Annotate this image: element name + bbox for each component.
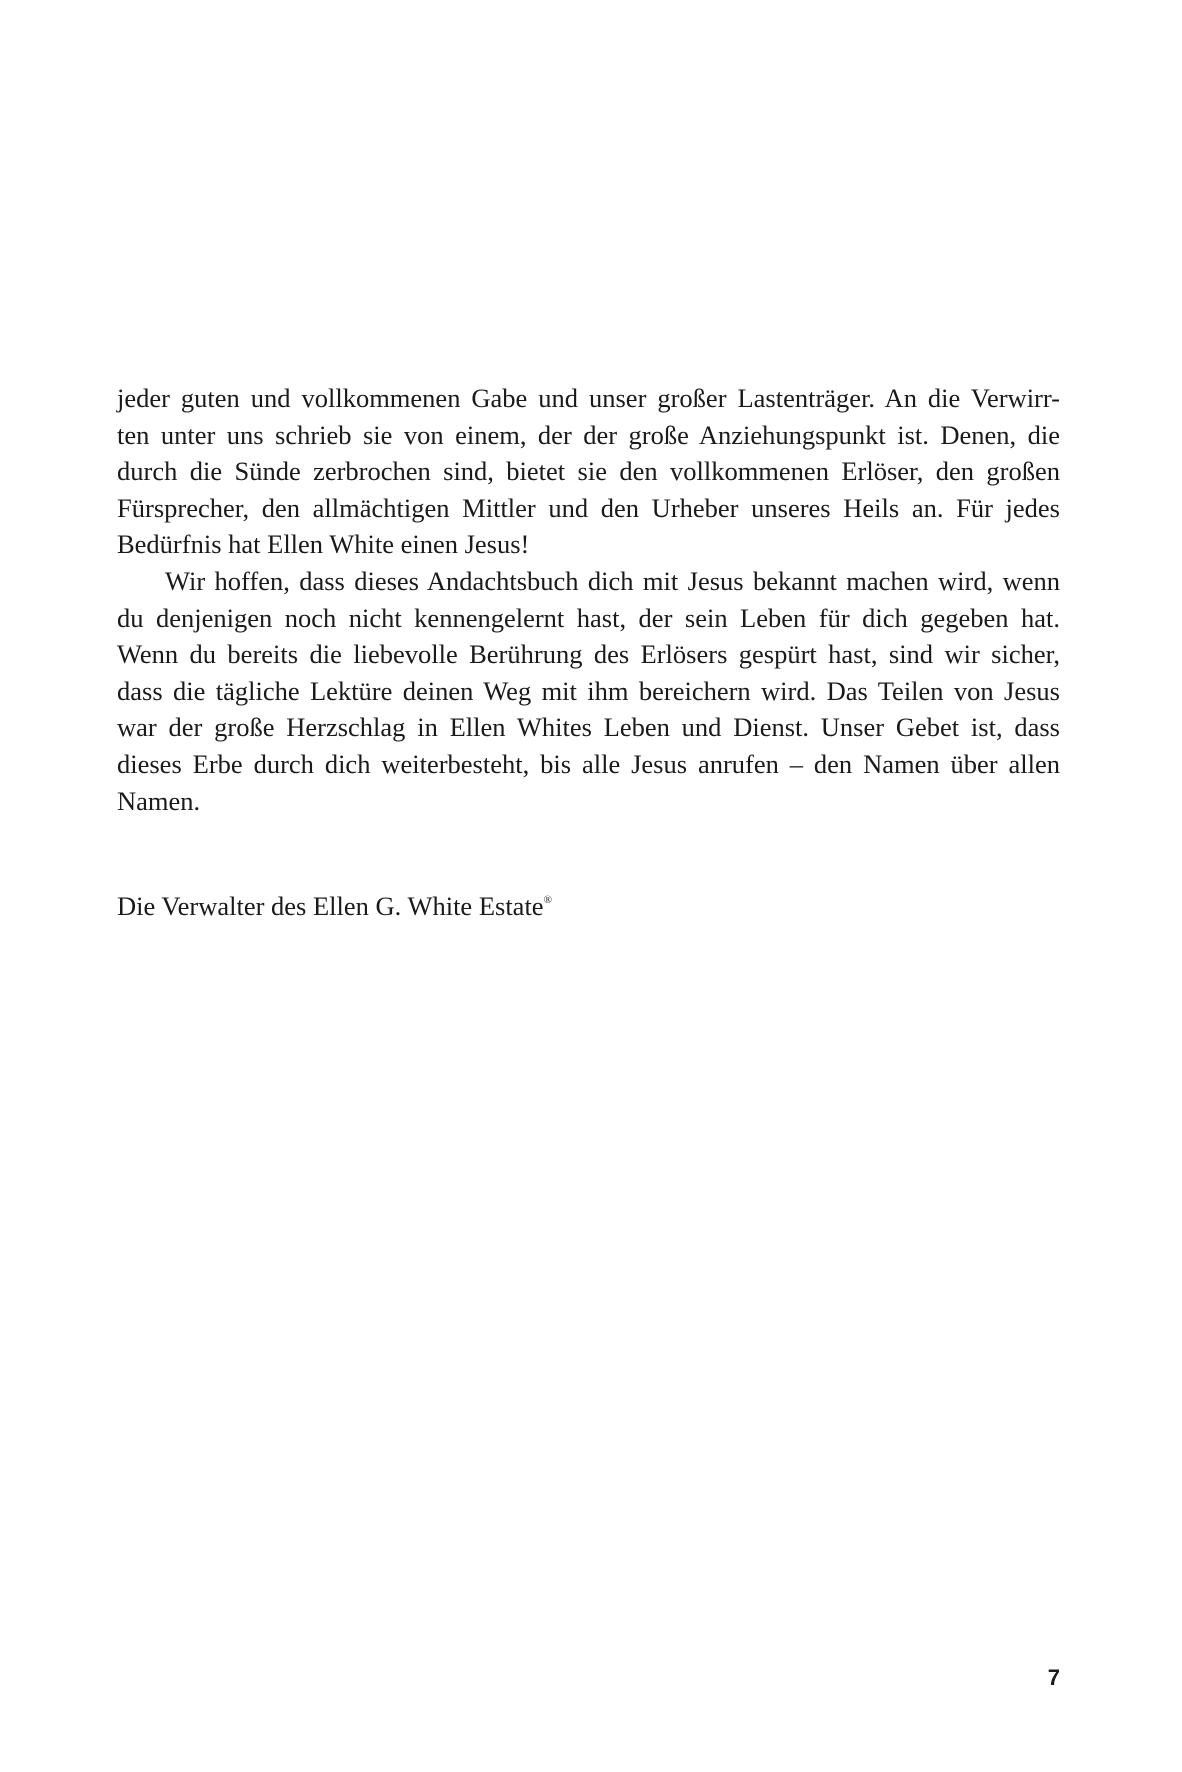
- text-line: Wir hoffen, dass dieses Andachtsbuch dich mit Jesus bekannt machen wird, wenn: [165, 565, 1060, 596]
- text-line: Namen.: [117, 785, 201, 816]
- signature-text: Die Verwalter des Ellen G. White Estate: [117, 890, 544, 921]
- body-text: [117, 380, 1060, 819]
- paragraph-2: [117, 563, 1060, 819]
- text-line: war der große Herzschlag in Ellen Whites Leben und Dienst. Unser Gebet ist, dass: [117, 712, 1060, 743]
- text-line: Fürsprecher, den allmächtigen Mittler und den Urheber unseres Heils an. Für jedes: [117, 492, 1060, 523]
- text-line: durch die Sünde zerbrochen sind, bietet sie den vollkommenen Erlöser, den großen: [117, 456, 1060, 487]
- text-line: dass die tägliche Lektüre deinen Weg mit ihm bereichern wird. Das Teilen von Jesus: [117, 675, 1060, 706]
- text-line: dieses Erbe durch dich weiterbesteht, bis alle Jesus anrufen – den Namen über allen: [117, 748, 1060, 779]
- signature: [117, 884, 552, 924]
- page-number: 7: [1047, 1665, 1060, 1690]
- text-line: du denjenigen noch nicht kennengelernt hast, der sein Leben für dich gegeben hat.: [117, 602, 1060, 633]
- text-line: Bedürfnis hat Ellen White einen Jesus!: [117, 529, 530, 560]
- text-line: Wenn du bereits die liebevolle Berührung des Erlösers gespürt hast, sind wir sicher,: [117, 639, 1060, 670]
- registered-mark: ®: [543, 894, 552, 906]
- text-line: jeder guten und vollkommenen Gabe und unser großer Lastenträger. An die Verwirr-: [117, 383, 1060, 413]
- paragraph-1: [117, 380, 1060, 563]
- text-line: ten unter uns schrieb sie von einem, der der große Anziehungspunkt ist. Denen, die: [117, 419, 1060, 450]
